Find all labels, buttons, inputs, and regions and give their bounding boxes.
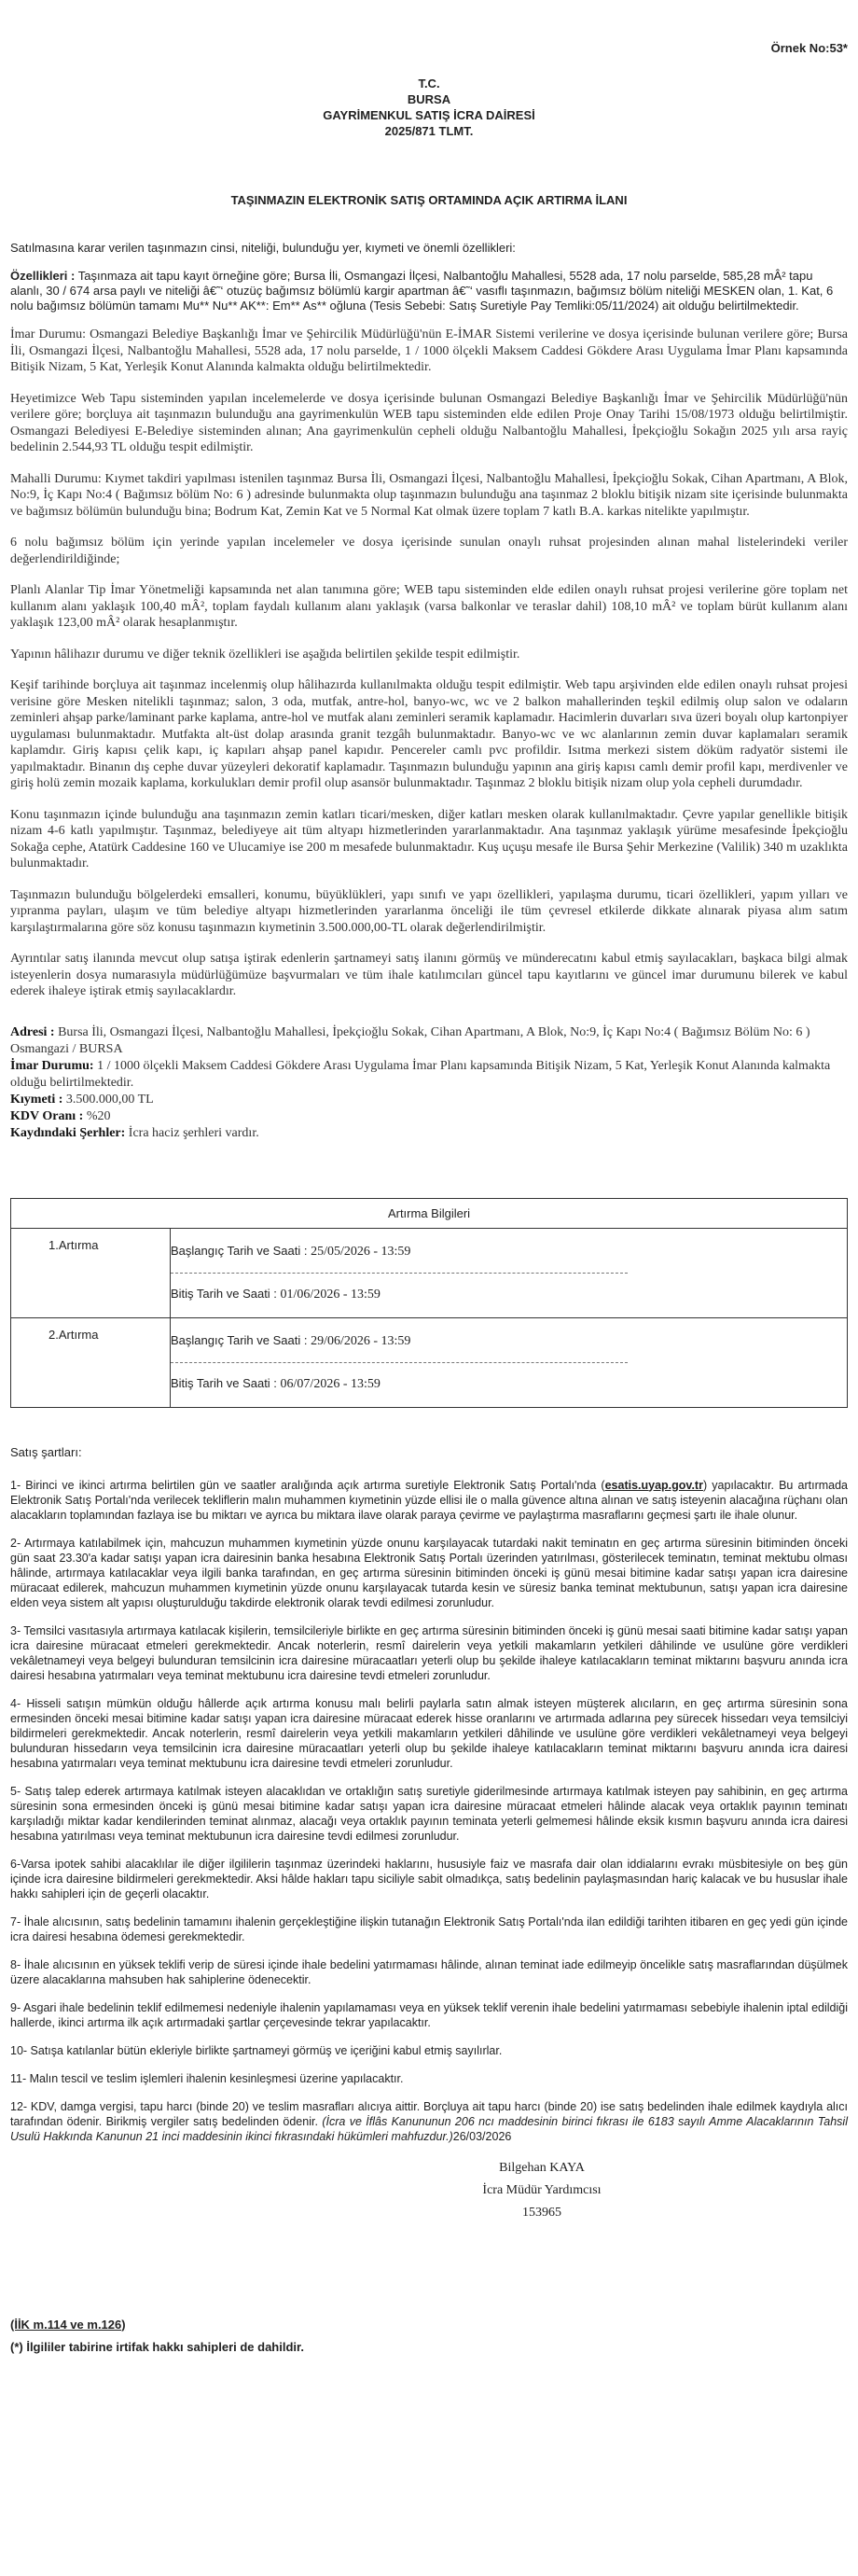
end-value: 06/07/2026 - 13:59 [280,1376,381,1391]
signatory-role: İcra Müdür Yardımcısı [482,2182,602,2197]
term-3: 3- Temsilci vasıtasıyla artırmaya katılacak kişilerin, temsilcileriyle birlikte en geç artırma süresinin bitiminden önceki iş günü mesai saati bitimine kadar satışı yapan icra dairesine müracaat etmeleri gerekmektedir. Ancak noterlerin, resmî dairelerin veya yetkili makamların yetkileri dâhilinde ve usulüne göre verdikleri vekâletnameyi veya belgeyi bulunduran temsilcinin icra dairesine müracaatları yeterli olup bu şekilde ihaleye katılacakların teminat miktarını başvuru anında icra dairesi hesabına yatırmaları veya teminat mektubunu icra dairesine tevdi etmeleri zorunludur. [10,1623,848,1682]
auction-row-1 [11,1228,848,1317]
end-value: 01/06/2026 - 13:59 [280,1287,381,1302]
ornek-no: Örnek No:53* [770,41,848,55]
auction-table-header-row [11,1198,848,1228]
imar-label: İmar Durumu: [10,1058,94,1073]
auction-start [171,1328,847,1355]
cevre-paragraph: Konu taşınmazın içinde bulunduğu ana taşınmazın zemin katları ticari/mesken, diğer katları mesken olarak kullanılmaktadır. Çevre yapılar genellikle bitişik nizam 4-6 katlı yapılmıştır. Taşınmaz, belediyeye ait tüm altyapı hizmetlerinden yararlanmaktadır. Ana taşınmaz yaklaşık yürüme mesafesinde İpekçioğlu Sokağa cephe, Atatürk Caddesine 160 ve Ulucamiye ise 200 m mesafede bulunmaktadır. Kuş uçuşu mesafe ile Bursa Şehir Merkezine (Valilik) 340 m uzaklıkta bulunmaktadır. [10,807,848,870]
footnote: (*) İlgililer tabirine irtifak hakkı sahipleri de dahildir. [10,2339,304,2354]
property-summary [10,1024,848,1142]
ayrintilar-paragraph: Ayrıntılar satış ilanında mevcut olup satışa iştirak edenlerin şartnameyi satış ilanını görmüş ve münderecatını kabul etmiş sayılacakları, başkaca bilgi almak isteyenlerin dosya numarasıyla müdürlüğümüze başvurmaları ve tüm ihale katılımcıları güncel tapu kayıtlarını ve güncel imar durumunu bilerek ve kabul ederek ihaleye iştirak etmiş sayılacaklardır. [10,952,848,998]
dashed-divider [171,1273,628,1274]
imar-value: 1 / 1000 ölçekli Maksem Caddesi Gökdere Arası Uygulama İmar Planı kapsamında Bitişik Nizam, 5 Kat, Yerleşik Konut Alanında kalmakta olduğu belirtilmektedir. [10,1058,831,1090]
imar-row [10,1058,848,1092]
auction-row-dates [171,1317,848,1407]
auction-end [171,1281,847,1308]
term-1 [10,1478,848,1523]
term-12 [10,2099,848,2144]
terms-title: Satış şartları: [10,1444,82,1459]
term-11: 11- Malın tescil ve teslim işlemleri ihalenin kesinleşmesi üzerine yapılacaktır. [10,2071,404,2085]
deger-paragraph: Taşınmazın bulunduğu bölgelerdeki emsalleri, konumu, büyüklükleri, yapı sınıfı ve yapı özellikleri, yapılaşma durumu, ticari özellikleri, yapım yılları ve yıpranma payları, ulaşım ve tüm belediye altyapı hizmetlerinden yararlanma önceliği ile tüm çevresel etkilerde dikkate alınarak piyasa alım satım karşılaştırmalarına göre söz konusu taşınmazın kıymetinin 3.500.000,00-TL olarak değerlendirilmiştir. [10,887,848,935]
document-header [10,76,848,139]
kiymet-row [10,1092,848,1108]
teknik-ozellikler-paragraph: Yapının hâlihazır durumu ve diğer teknik özellikleri ise aşağıda belirtilen şekilde tespit edilmiştir. [10,647,520,661]
term-2: 2- Artırmaya katılabilmek için, mahcuzun muhammen kıymetinin yüzde onunu karşılayacak tutardaki nakit teminatın en geç artırma süresinin bitiminden önceki gün saat 23.30'a kadar satışı yapan icra dairesinin banka hesabına Elektronik Satış Portalı üzerinden yatırılması, gösterilecek teminatın, teminat mektubu olması hâlinde, artırmaya katılacaklar veya ilgili banka tarafından, en geç artırma süresinin bitiminden önceki iş günü mesai bitimine kadar satışı yapan icra dairesine müracaat edilerek, mahcuzun muhammen kıymetinin yüzde onunu karşılayacak tutarda kesin ve süresiz banka teminat mektubunun, satışı yapan icra dairesine elden veya sistem alt yapısı oluşturulduğu takdirde elektronik olarak tevdi edilmesi zorunludur. [10,1536,848,1609]
term-10: 10- Satışa katılanlar bütün ekleriyle birlikte şartnameyi görmüş ve içeriğini kabul etmiş sayılırlar. [10,2043,503,2057]
kiymet-value: 3.500.000,00 TL [62,1092,154,1107]
auction-table-header: Artırma Bilgileri [11,1198,848,1228]
start-value: 29/06/2026 - 13:59 [311,1333,411,1348]
kdv-label: KDV Oranı : [10,1108,84,1123]
auction-table [10,1198,848,1408]
kesif-paragraph: Keşif tarihinde borçluya ait taşınmaz incelenmiş olup hâlihazırda kullanılmakta olduğu tespit edilmiştir. Web tapu arşivinden elde edilen onaylı ruhsat projesi verisine göre Mesken nitelikli taşınmaz; salon, 3 oda, mutfak, antre-hol, banyo-wc, wc ve 2 balkon mahallerinden teşkil edilmiş olup salon ve odaların zeminleri ahşap parke/laminant parke kaplama, antre-hol ve mutfak alanı zeminleri seramik kaplamadır. Hacimlerin duvarları sıva üzeri boyalı olup kartonpiyer uygulaması bulunmaktadır. Mutfakta alt-üst dolap arasında granit tezgâh bulunmaktadır. Banyo-wc ve wc alanlarının zemin duvar kaplamaları seramik kaplamdır. Giriş kapısı çelik kapı, iç kapıları ahşap panel kapıdır. Pencereler camlı pvc profildir. Isıtma merkezi sistem döküm radyatör sistemi ile yapılmaktadır. Binanın dış cephe duvar yüzeyleri dekoratif kaplamadır. Taşınmazın bulunduğu yapının ana giriş kapısı camlı demir profil kapı, merdivenler ve giriş holü zemin mozaik kaplama, korkulukları demir profil olup asansör bulunmaktadır. Taşınmaz 2 bloklu bitişik nizam olup yola cepheli durumdadır. [10,678,848,790]
auction-row-label: 1.Artırma [11,1228,171,1317]
notice-title: TAŞINMAZIN ELEKTRONİK SATIŞ ORTAMINDA AÇIK ARTIRMA İLANI [230,193,628,207]
web-tapu-paragraph: Heyetimizce Web Tapu sisteminden yapılan incelemelerde ve dosya içerisinde bulunan Osmangazi Belediye Başkanlığı İmar ve Şehircilik Müdürlüğü'nün verilere göre; borçluya ait taşınmazın bulunduğu ana gayrimenkulün WEB tapu sisteminden elde edilen Proje Onay Tarihi 15/08/1973 olduğu belirtilmiştir. Osmangazi Belediyesi E-Belediye sisteminden alınan; Ana gayrimenkulün cepheli olduğu Nalbantoğlu Mahallesi, İpekçioğlu Sokağın 2025 yılı arsa rayiç bedelinin 2.544,93 TL olduğu tespit edilmiştir. [10,391,848,454]
ozellikler-paragraph [10,269,848,313]
signatory-name: Bilgehan KAYA [499,2160,585,2175]
kdv-row [10,1108,848,1125]
term-5: 5- Satış talep ederek artırmaya katılmak isteyen alacaklıdan ve ortaklığın satış suretiyle giderilmesinde artırmaya katılmak isteyen pay sahibinin, en geç artırma süresinin sona ermesinden önceki iş günü mesai bitimine kadar satışı yapan icra dairesine müracaat etmeleri hâlinde alacak veya ortaklık payının teminatı karşıladığı miktar kadar kendilerinden teminat alınmaz, alacağı veya ortaklık payının teminata yeterli gelmemesi hâlinde eksik kısmın başvuru anında icra dairesi hesabına yatırılması veya teminat mektubunun icra dairesine tevdi edilmesi zorunludur. [10,1784,848,1843]
serh-label: Kaydındaki Şerhler: [10,1125,126,1140]
end-label: Bitiş Tarih ve Saati : [171,1375,281,1390]
term-1-after: ) yapılacaktır. Bu artırmada Elektronik Satış Portalı'nda verilecek tekliflerin malın muhammen kıymetinin yüzde ellisi ile o malla güvence altına alınan ve satış isteyenin alacağına rüçhanı olan alacakların toplamından fazlaya ise bu miktarı ve ayrıca bu miktara ilave olarak paraya çevirme ve paylaştırma masraflarını geçmesi şartı ile ihale olunur. [10,1478,849,1522]
term-4: 4- Hisseli satışın mümkün olduğu hâllerde açık artırma konusu malı belirli paylarla satın almak isteyen müşterek alıcıların, en geç artırma süresinin sona ermesinden önceki mesai bitimine kadar satışı yapan icra dairesine müracaat ederek hisse oranlarını ve artırmada adlarına pey sürecek hissedarı veya temsilciyi bildirmeleri gerekmektedir. Ancak noterlerin, resmî dairelerin veya yetkili makamların yetkileri dâhilinde ve usulüne göre verdikleri vekâletnameyi veya belgeyi bulunduran hissedarın veya temsilcinin icra dairesine müracaatları yeterli olup bu şekilde ihaleye katılacakların teminat miktarını başvuru anında icra dairesi hesabına yatırmaları veya teminat mektubunu icra dairesine tevdi etmeleri zorunludur. [10,1696,848,1770]
term-12-text: 12- KDV, damga vergisi, tapu harcı (binde 20) ve teslim masrafları alıcıya aittir. Borçluya ait tapu harcı (binde 20) ise satış bedelinden ihale edilmek kaydıyla alıcı tarafından ödenir. Birikmiş vergiler satış bedelinden ödenir. [10,2099,848,2128]
start-value: 25/05/2026 - 13:59 [311,1244,411,1259]
adres-row [10,1024,848,1058]
term-9: 9- Asgari ihale bedelinin teklif edilmemesi nedeniyle ihalenin yapılamaması veya en yüksek teklif verenin ihale bedelini yatırmaması sebebiyle ihalenin iptal edildiği hallerde, ikinci artırma ilk açık artırmadaki şartlar çerçevesinde tekrar yapılacaktır. [10,2000,848,2029]
term-12-italic: (İcra ve İflâs Kanununun 206 ncı maddesinin birinci fıkrası ile 6183 sayılı Amme Alacaklarının Tahsil Usulü Hakkında Kanunun 21 inci maddesinin ikinci fıkrasındaki hükümleri mahfuzdur.) [10,2114,848,2143]
header-tc: T.C. [418,77,440,91]
dashed-divider [171,1362,628,1363]
kiymet-label: Kıymeti : [10,1092,63,1107]
auction-start [171,1238,847,1265]
ozellikler-text: Taşınmaza ait tapu kayıt örneğine göre; Bursa İli, Osmangazi İlçesi, Nalbantoğlu Mahallesi, 5528 ada, 17 nolu parselde, 585,28 mÂ² tapu alanlı, 30 / 674 arsa paylı ve niteliği â€˜‘ otuzüç bağımsız bölümlü kargir apartman â€˜‘ vasıflı taşınmazın, bağımsız bölüm niteliği MESKEN olan, 1. Kat, 6 nolu bağımsız bölümün tamamı Mu** Nu** AK**: Em** As** oğluna (Tesis Sebebi: Satış Suretiyle Pay Temliki:05/11/2024) ait olduğu belirtilmektedir. [10,269,834,313]
bagimsiz-bolum-paragraph: 6 nolu bağımsız bölüm için yerinde yapılan incelemeler ve dosya içerisinde sunulan onaylı ruhsat projesinden alınan mahal listelerindeki veriler değerlendirildiğinde; [10,536,848,566]
intro-text: Satılmasına karar verilen taşınmazın cinsi, niteliği, bulunduğu yer, kıymeti ve önemli özellikleri: [10,241,516,255]
adres-value: Bursa İli, Osmangazi İlçesi, Nalbantoğlu Mahallesi, İpekçioğlu Sokak, Cihan Apartmanı, A Blok, No:9, İç Kapı No:4 ( Bağımsız Bölüm No: 6 ) Osmangazi / BURSA [10,1024,810,1056]
header-file-number: 2025/871 TLMT. [384,124,474,138]
header-office: GAYRİMENKUL SATIŞ İCRA DAİRESİ [323,108,535,122]
mahalli-durumu-paragraph: Mahalli Durumu: Kıymet takdiri yapılması istenilen taşınmaz Bursa İli, Osmangazi İlçesi, Nalbantoğlu Mahallesi, İpekçioğlu Sokak, Cihan Apartmanı, A Blok, No:9, İç Kapı No:4 ( Bağımsız bölüm No: 6 ) adresinde bulunmakta olup taşınmazın bulunduğu ana taşınmaz 2 bloklu bitişik nizam site içerisinde bulunmakta ve bağımsız bölümün bulunduğu bina; Bodrum Kat, Zemin Kat ve 5 Normal Kat olmak üzere toplam 7 katlı B.A. karkas nitelikte yapılmıştır. [10,471,848,519]
auction-row-label: 2.Artırma [11,1317,171,1407]
auction-row-2 [11,1317,848,1407]
serh-row [10,1125,848,1142]
signature-block [402,2157,682,2224]
term-12-date: 26/03/2026 [452,2129,512,2143]
header-city: BURSA [407,92,451,106]
term-1-before: 1- Birinci ve ikinci artırma belirtilen gün ve saatler aralığında açık artırma suretiyle Elektronik Satış Portalı'nda ( [10,1478,605,1492]
law-reference: (İİK m.114 ve m.126) [10,2317,126,2332]
term-7: 7- İhale alıcısının, satış bedelinin tamamını ihalenin gerçekleştiğine ilişkin tutanağın Elektronik Satış Portalı'nda ilan edildiği tarihten itibaren en geç yedi gün içinde icra dairesi hesabına ödemesi gerekmektedir. [10,1915,848,1943]
term-6: 6-Varsa ipotek sahibi alacaklılar ile diğer ilgililerin taşınmaz üzerindeki haklarını, hususiyle faiz ve masrafa dair olan iddialarını evrakı müsbitesiyle on beş gün içinde icra dairesine bildirmeleri gerekmektedir. Aksi hâlde hakları tapu siciliyle sabit olmadıkça, satış bedelinin paylaşmasından hariç kalacak ve bu hususlar ihale hakkı sahipleri için de geçerli olacaktır. [10,1857,848,1901]
end-label: Bitiş Tarih ve Saati : [171,1286,281,1301]
serh-value: İcra haciz şerhleri vardır. [125,1125,259,1140]
esatis-link[interactable]: esatis.uyap.gov.tr [604,1478,703,1492]
start-label: Başlangıç Tarih ve Saati : [171,1332,311,1347]
term-8: 8- İhale alıcısının en yüksek teklifi verip de süresi içinde ihale bedelini yatırmaması hâlinde, alınan teminat iade edilmeyip öncelikle satış masraflarından düşülmek üzere alacaklarına mahsuben hak sahiplerine ödenecektir. [10,1957,848,1986]
signatory-code: 153965 [522,2205,561,2220]
alan-paragraph: Planlı Alanlar Tip İmar Yönetmeliği kapsamında net alan tanımına göre; WEB tapu sisteminden elde edilen onaylı ruhsat projesi verilerine göre toplam net kullanım alanı yaklaşık 100,40 mÂ², toplam faydalı kullanım alanı yaklaşık (varsa balkonlar ve teraslar dahil) 108,10 mÂ² ve toplam bürüt kullanım alanı yaklaşık 123,00 mÂ² olarak hesaplanmıştır. [10,583,848,630]
kdv-value: %20 [83,1108,111,1123]
ozellikler-label: Özellikleri : [10,269,76,283]
start-label: Başlangıç Tarih ve Saati : [171,1243,311,1258]
auction-end [171,1371,847,1398]
footer [10,2314,848,2359]
auction-row-dates [171,1228,848,1317]
adres-label: Adresi : [10,1024,55,1039]
imar-paragraph: İmar Durumu: Osmangazi Belediye Başkanlığı İmar ve Şehircilik Müdürlüğü'nün E-İMAR Sistemi verilerine ve dosya içerisinde bulunan verilere göre; Bursa İli, Osmangazi İlçesi, Nalbantoğlu Mahallesi, 5528 ada, 17 nolu parselde, 1 / 1000 ölçekli Maksem Caddesi Gökdere Arası Uygulama İmar Planı kapsamında Bitişik Nizam, 5 Kat, Yerleşik Konut Alanında kalmakta olduğu belirtilmektedir. [10,327,848,374]
